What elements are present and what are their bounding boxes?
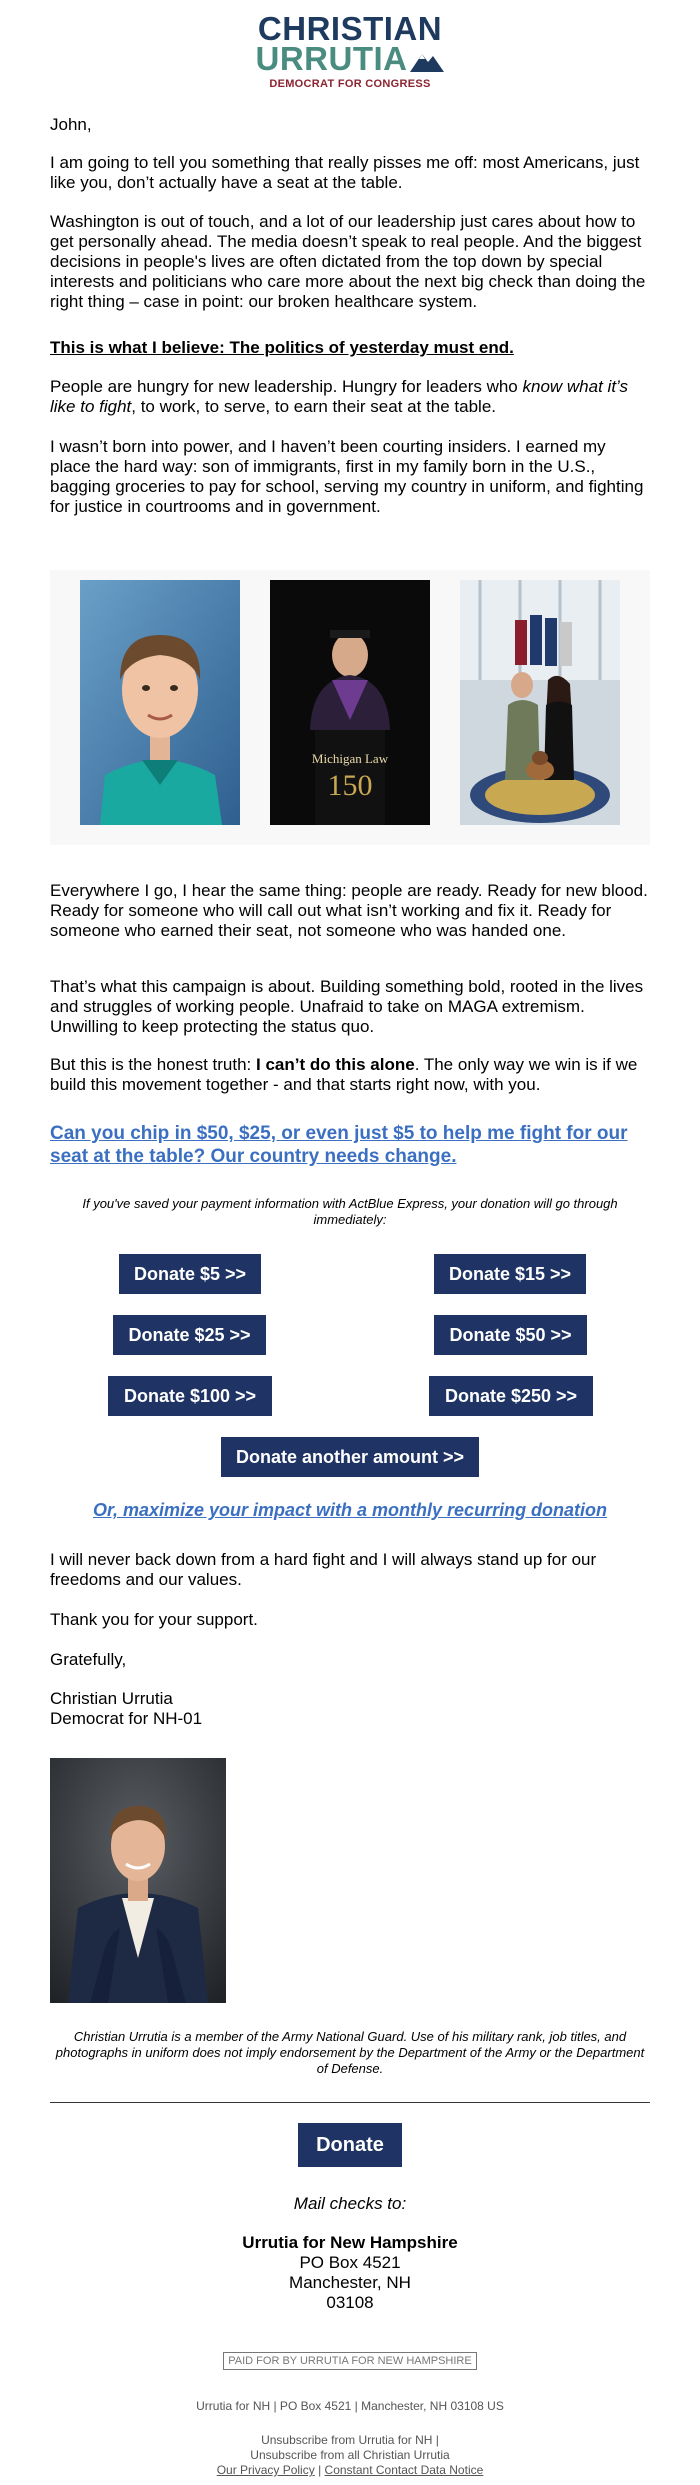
paragraph-4 [50, 437, 650, 517]
address-line-2: Manchester, NH [289, 2273, 411, 2292]
donate-25-button[interactable]: Donate $25 >> [113, 1315, 266, 1355]
privacy-policy-link[interactable]: Our Privacy Policy [216, 2463, 315, 2477]
paragraph-4-text: I wasn’t born into power, and I haven’t been courting insiders. I earned my place the hard way: son of immigrants, first in my family born in the U.S., bagging groceries to pay for school, serving my country in uniform, and fighting for justice in courtrooms and in government. [50, 437, 644, 516]
logo-line-first-name: CHRISTIAN [257, 10, 443, 47]
mountain-icon [410, 46, 444, 76]
paragraph-6 [50, 977, 650, 1037]
military-photo [460, 580, 620, 825]
paragraph-3-emphasis: know what it’s like to fight [50, 377, 629, 416]
military-disclaimer: Christian Urrutia is a member of the Army National Guard. Use of his military rank, job titles, and photographs in uniform does not imply endorsement by the Department of the Army or the Department of Defense. [55, 2029, 645, 2076]
thanks-text: Thank you for your support. [50, 1610, 258, 1629]
paragraph-3 [50, 377, 650, 417]
campaign-logo[interactable] [0, 10, 700, 91]
paid-for-wrapper [50, 2351, 650, 2370]
monthly-donation-link[interactable]: Or, maximize your impact with a monthly recurring donation [92, 1500, 608, 1520]
donate-15-button[interactable]: Donate $15 >> [434, 1254, 586, 1294]
divider [50, 2102, 650, 2103]
donate-other-amount-button[interactable]: Donate another amount >> [221, 1437, 479, 1477]
policy-separator: | [314, 2463, 325, 2477]
photo-podium-number: 150 [327, 769, 373, 802]
signature-title: Democrat for NH-01 [50, 1709, 203, 1728]
paragraph-3-start: People are hungry for new leadership. Hungry for leaders who [50, 377, 523, 396]
paid-for-badge: PAID FOR BY URRUTIA FOR NEW HAMPSHIRE [223, 2352, 476, 2370]
logo-last-name-text: URRUTIA [255, 40, 408, 77]
unsubscribe-block [50, 2433, 650, 2478]
signoff-text: Gratefully, [50, 1650, 127, 1669]
address-line-3: 03108 [326, 2293, 374, 2312]
footer-address-line: Urrutia for NH | PO Box 4521 | Manchester, NH 03108 US [196, 2399, 504, 2413]
paragraph-7-end: . The only way we win is if we build this movement together - and that starts right now, with you. [50, 1055, 638, 1094]
unsubscribe-all-link[interactable]: Unsubscribe from all Christian Urrutia [250, 2448, 450, 2462]
paragraph-2-text: Washington is out of touch, and a lot of our leadership just cares about how to get personally ahead. The media doesn’t speak to real people. And the biggest decisions in people's lives are often dictated from the top down by special interests and politicians who care more about the next big check than doing the right thing – case in point: our broken healthcare system. [50, 212, 646, 311]
donate-100-button[interactable]: Donate $100 >> [108, 1376, 272, 1416]
cta-paragraph [50, 1122, 650, 1168]
signature-block [50, 1689, 650, 1729]
paragraph-7-bold: I can’t do this alone [256, 1055, 415, 1074]
paragraph-3-end: , to work, to serve, to earn their seat at the table. [131, 397, 497, 416]
paragraph-7 [50, 1055, 650, 1095]
unsubscribe-org-link[interactable]: Unsubscribe from Urrutia for NH | [261, 2433, 439, 2447]
donate-5-button[interactable]: Donate $5 >> [119, 1254, 261, 1294]
paragraph-1-text: I am going to tell you something that really pisses me off: most Americans, just like you, don’t actually have a seat at the table. [50, 153, 640, 192]
photo-podium-caption: Michigan Law [311, 751, 389, 766]
belief-statement-text: This is what I believe: The politics of yesterday must end. [50, 338, 514, 357]
paragraph-7-start: But this is the honest truth: [50, 1055, 257, 1074]
graduation-photo [270, 580, 430, 825]
constant-contact-notice-link[interactable]: Constant Contact Data Notice [324, 2463, 484, 2477]
paragraph-5 [50, 881, 650, 941]
footer-donate-button[interactable]: Donate [298, 2123, 402, 2167]
greeting-text: John, [50, 115, 92, 134]
greeting [50, 115, 650, 135]
donate-50-button[interactable]: Donate $50 >> [434, 1315, 587, 1355]
paragraph-8-text: I will never back down from a hard fight and I will always stand up for our freedoms and our values. [50, 1550, 597, 1589]
thanks [50, 1610, 650, 1630]
mail-checks-label: Mail checks to: [293, 2194, 407, 2213]
address-line-1: PO Box 4521 [299, 2253, 401, 2272]
donate-250-button[interactable]: Donate $250 >> [429, 1376, 593, 1416]
paragraph-3-text [50, 377, 650, 417]
paragraph-7-text [50, 1055, 650, 1095]
policy-links [50, 2463, 650, 2478]
logo-line-last-name [0, 40, 700, 77]
candidate-headshot [50, 1758, 226, 2003]
actblue-note: If you've saved your payment information with ActBlue Express, your donation will go through immediately: [82, 1196, 618, 1227]
belief-statement [50, 338, 650, 358]
paragraph-1 [50, 153, 650, 193]
logo-tagline: DEMOCRAT FOR CONGRESS [269, 78, 431, 91]
paragraph-6-text: That’s what this campaign is about. Building something bold, rooted in the lives and struggles of working people. Unafraid to take on MAGA extremism. Unwilling to keep protecting the status quo. [50, 977, 644, 1036]
address-org: Urrutia for New Hampshire [242, 2233, 458, 2252]
signature-name: Christian Urrutia [50, 1689, 173, 1708]
mailing-address [50, 2233, 650, 2313]
cta-donate-link[interactable]: Can you chip in $50, $25, or even just $5 to help me fight for our seat at the table? Our country needs change. [50, 1123, 628, 1167]
signoff [50, 1650, 650, 1670]
paragraph-5-text: Everywhere I go, I hear the same thing: people are ready. Ready for new blood. Ready for someone who will call out what isn’t working and fix it. Ready for someone who earned their seat, not someone who was handed one. [50, 881, 648, 940]
childhood-photo [80, 580, 240, 825]
photo-strip [50, 570, 650, 845]
paragraph-8 [50, 1550, 650, 1590]
paragraph-2 [50, 212, 650, 312]
